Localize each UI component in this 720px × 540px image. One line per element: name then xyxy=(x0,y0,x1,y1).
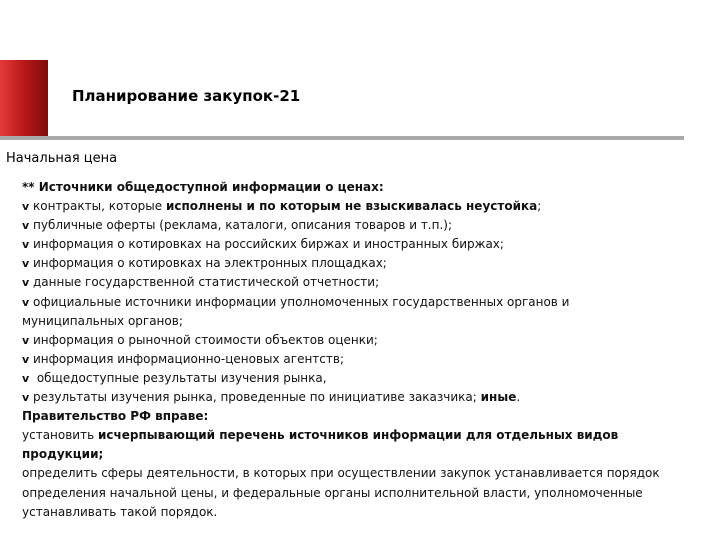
list-item-market-research: v общедоступные результаты изучения рынка, xyxy=(22,369,702,388)
government-heading: Правительство РФ вправе: xyxy=(22,409,209,424)
government-define: определить сферы деятельности, в которых при осуществлении закупок устанавливается порядок определения начальной цены, и федеральные органы исполнительной власти, уполномоченные устанавливать такой порядок. xyxy=(22,466,660,519)
check-diamond-bullet-icon: v xyxy=(22,295,30,309)
list-item-official-sources: v официальные источники информации уполномоченных государственных органов и муниципальных органов; xyxy=(22,294,570,328)
list-item-offers: v публичные оферты (реклама, каталоги, описания товаров и т.п.); xyxy=(22,216,702,235)
title-divider xyxy=(0,136,684,140)
check-diamond-bullet-icon: v xyxy=(22,200,30,214)
check-diamond-bullet-icon: v xyxy=(22,371,30,385)
check-diamond-bullet-icon: v xyxy=(22,257,30,271)
check-diamond-bullet-icon: v xyxy=(22,333,30,347)
slide-title: Планирование закупок-21 xyxy=(72,87,301,105)
slide-body xyxy=(22,178,702,522)
sources-heading: ** Источники общедоступной информации о ценах: xyxy=(22,180,384,194)
check-diamond-bullet-icon: v xyxy=(22,219,30,233)
check-diamond-bullet-icon: v xyxy=(22,391,30,405)
list-item-agencies: v информация информационно-ценовых агентств; xyxy=(22,350,702,369)
check-diamond-bullet-icon: v xyxy=(22,276,30,290)
list-item-customer-research: v результаты изучения рынка, проведенные по инициативе заказчика; иные. xyxy=(22,388,702,407)
check-diamond-bullet-icon: v xyxy=(22,238,30,252)
list-item-exchange-quotes: v информация о котировках на российских биржах и иностранных биржах; xyxy=(22,235,702,254)
government-establish: установить исчерпывающий перечень источников информации для отдельных видов продукции; xyxy=(22,428,619,462)
list-item-valuation: v информация о рыночной стоимости объектов оценки; xyxy=(22,331,702,350)
check-diamond-bullet-icon: v xyxy=(22,352,30,366)
list-item-electronic-quotes: v информация о котировках на электронных площадках; xyxy=(22,254,702,273)
title-accent-bar xyxy=(0,60,48,140)
list-item-contracts: v контракты, которые исполнены и по которым не взыскивалась неустойка; xyxy=(22,197,702,216)
section-heading: Начальная цена xyxy=(6,151,118,166)
list-item-statistics: v данные государственной статистической отчетности; xyxy=(22,273,702,292)
